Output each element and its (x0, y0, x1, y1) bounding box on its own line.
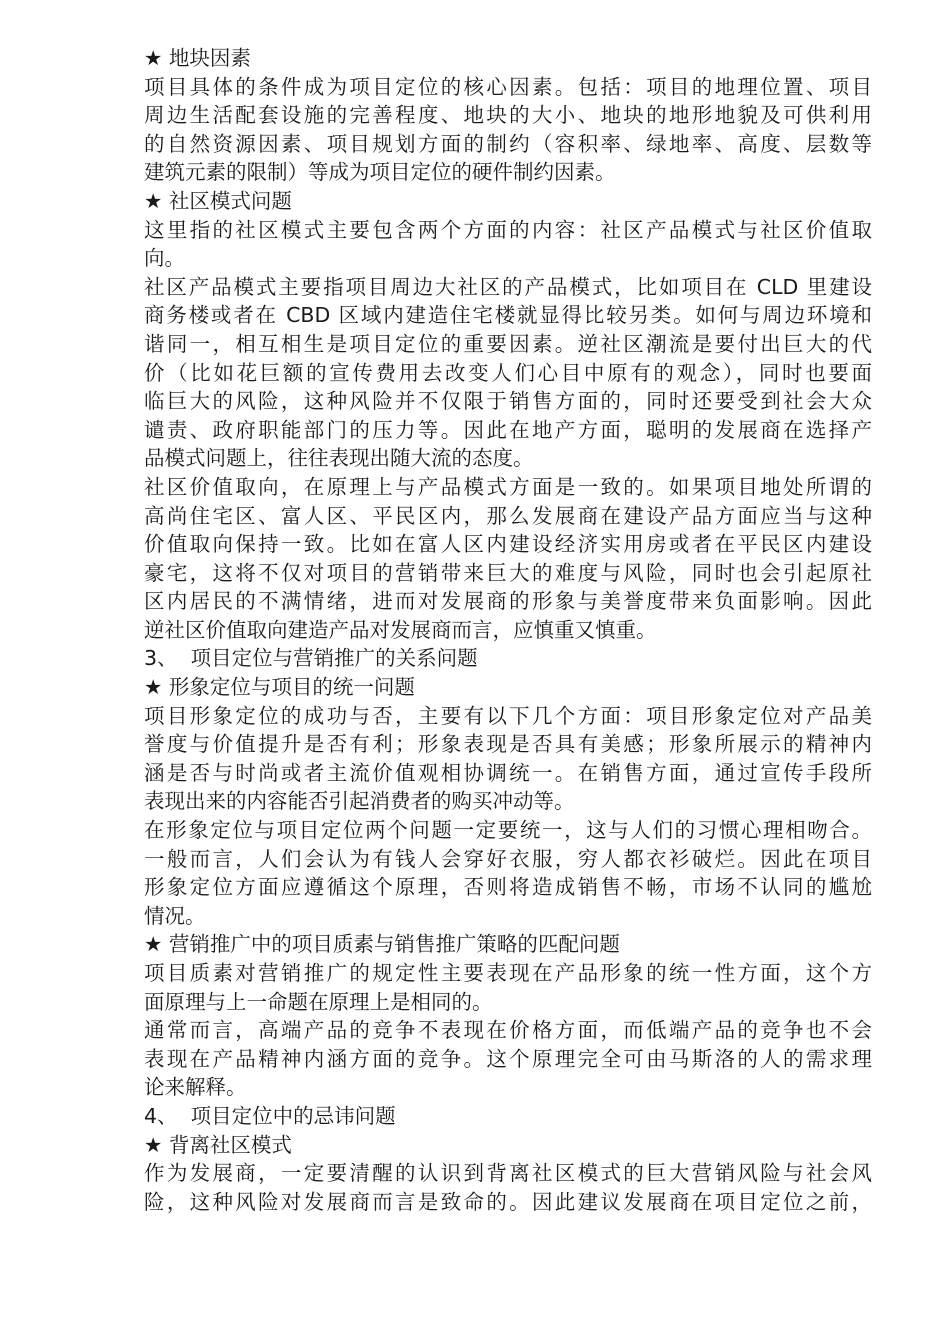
text-line: 谐同一，相互相生是项目定位的重要因素。逆社区潮流是要付出巨大的代 (144, 331, 872, 356)
text-line: 逆社区价值取向建造产品对发展商而言，应慎重又慎重。 (144, 617, 657, 642)
text-line: 项目质素对营销推广的规定性主要表现在产品形象的统一性方面，这个方 (144, 961, 872, 985)
section-heading: ★ 社区模式问题 (144, 188, 292, 213)
text-line: 价值取向保持一致。比如在富人区内建设经济实用房或者在平民区内建设 (144, 532, 872, 557)
text-line: 表现出来的内容能否引起消费者的购买冲动等。 (144, 789, 575, 814)
text-line: 区内居民的不满情绪，进而对发展商的形象与美誉度带来负面影响。因此 (144, 589, 872, 614)
text-line: 社区产品模式主要指项目周边大社区的产品模式，比如项目在 CLD 里建设 (144, 274, 872, 299)
text-line: 品模式问题上，往往表现出随大流的态度。 (144, 446, 534, 471)
section-heading: ★ 营销推广中的项目质素与销售推广策略的匹配问题 (144, 932, 620, 957)
text-line: 形象定位方面应遵循这个原理，否则将造成销售不畅，市场不认同的尴尬 (144, 875, 872, 900)
text-line: 面原理与上一命题在原理上是相同的。 (144, 989, 493, 1014)
text-line: 通常而言，高端产品的竞争不表现在价格方面，而低端产品的竞争也不会 (144, 1018, 872, 1043)
document-body (144, 44, 872, 1216)
text-line: 建筑元素的限制）等成为项目定位的硬件制约因素。 (144, 160, 616, 185)
text-line: 涵是否与时尚或者主流价值观相协调统一。在销售方面，通过宣传手段所 (144, 760, 872, 785)
text-line: 论来解释。 (144, 1075, 247, 1100)
text-line: 谴责、政府职能部门的压力等。因此在地产方面，聪明的发展商在选择产 (144, 417, 872, 442)
text-line: 一般而言，人们会认为有钱人会穿好衣服，穷人都衣衫破烂。因此在项目 (144, 846, 872, 871)
text-line: 项目具体的条件成为项目定位的核心因素。包括：项目的地理位置、项目 (144, 74, 872, 99)
text-line: 誉度与价值提升是否有利；形象表现是否具有美感；形象所展示的精神内 (144, 732, 872, 757)
text-line: 这里指的社区模式主要包含两个方面的内容：社区产品模式与社区价值取 (144, 217, 872, 242)
text-line: 周边生活配套设施的完善程度、地块的大小、地块的地形地貌及可供利用 (144, 103, 872, 128)
text-line: 的自然资源因素、项目规划方面的制约（容积率、绿地率、高度、层数等 (144, 131, 872, 156)
text-line: 险，这种风险对发展商而言是致命的。因此建议发展商在项目定位之前， (144, 1189, 872, 1214)
section-heading: ★ 地块因素 (144, 46, 251, 70)
text-line: 价（比如花巨额的宣传费用去改变人们心目中原有的观念），同时也要面 (144, 360, 872, 385)
section-heading: ★ 背离社区模式 (144, 1132, 292, 1157)
text-line: 豪宅，这将不仅对项目的营销带来巨大的难度与风险，同时也会引起原社 (144, 560, 872, 585)
text-line: 社区价值取向，在原理上与产品模式方面是一致的。如果项目地处所谓的 (144, 474, 872, 499)
text-line: 高尚住宅区、富人区、平民区内，那么发展商在建设产品方面应当与这种 (144, 503, 872, 528)
text-line: 商务楼或者在 CBD 区域内建造住宅楼就显得比较另类。如何与周边环境和 (144, 303, 872, 328)
text-line: 在形象定位与项目定位两个问题一定要统一，这与人们的习惯心理相吻合。 (144, 818, 872, 843)
text-line: 作为发展商，一定要清醒的认识到背离社区模式的巨大营销风险与社会风 (144, 1161, 872, 1186)
text-line: 项目形象定位的成功与否，主要有以下几个方面：项目形象定位对产品美 (144, 703, 872, 728)
numbered-heading: 3、 项目定位与营销推广的关系问题 (144, 646, 478, 671)
text-line: 临巨大的风险，这种风险并不仅限于销售方面的，同时还要受到社会大众 (144, 389, 872, 414)
numbered-heading: 4、 项目定位中的忌讳问题 (144, 1103, 396, 1128)
text-line: 向。 (144, 246, 185, 271)
text-line: 情况。 (144, 903, 206, 928)
text-line: 表现在产品精神内涵方面的竞争。这个原理完全可由马斯洛的人的需求理 (144, 1046, 872, 1071)
section-heading: ★ 形象定位与项目的统一问题 (144, 675, 415, 700)
